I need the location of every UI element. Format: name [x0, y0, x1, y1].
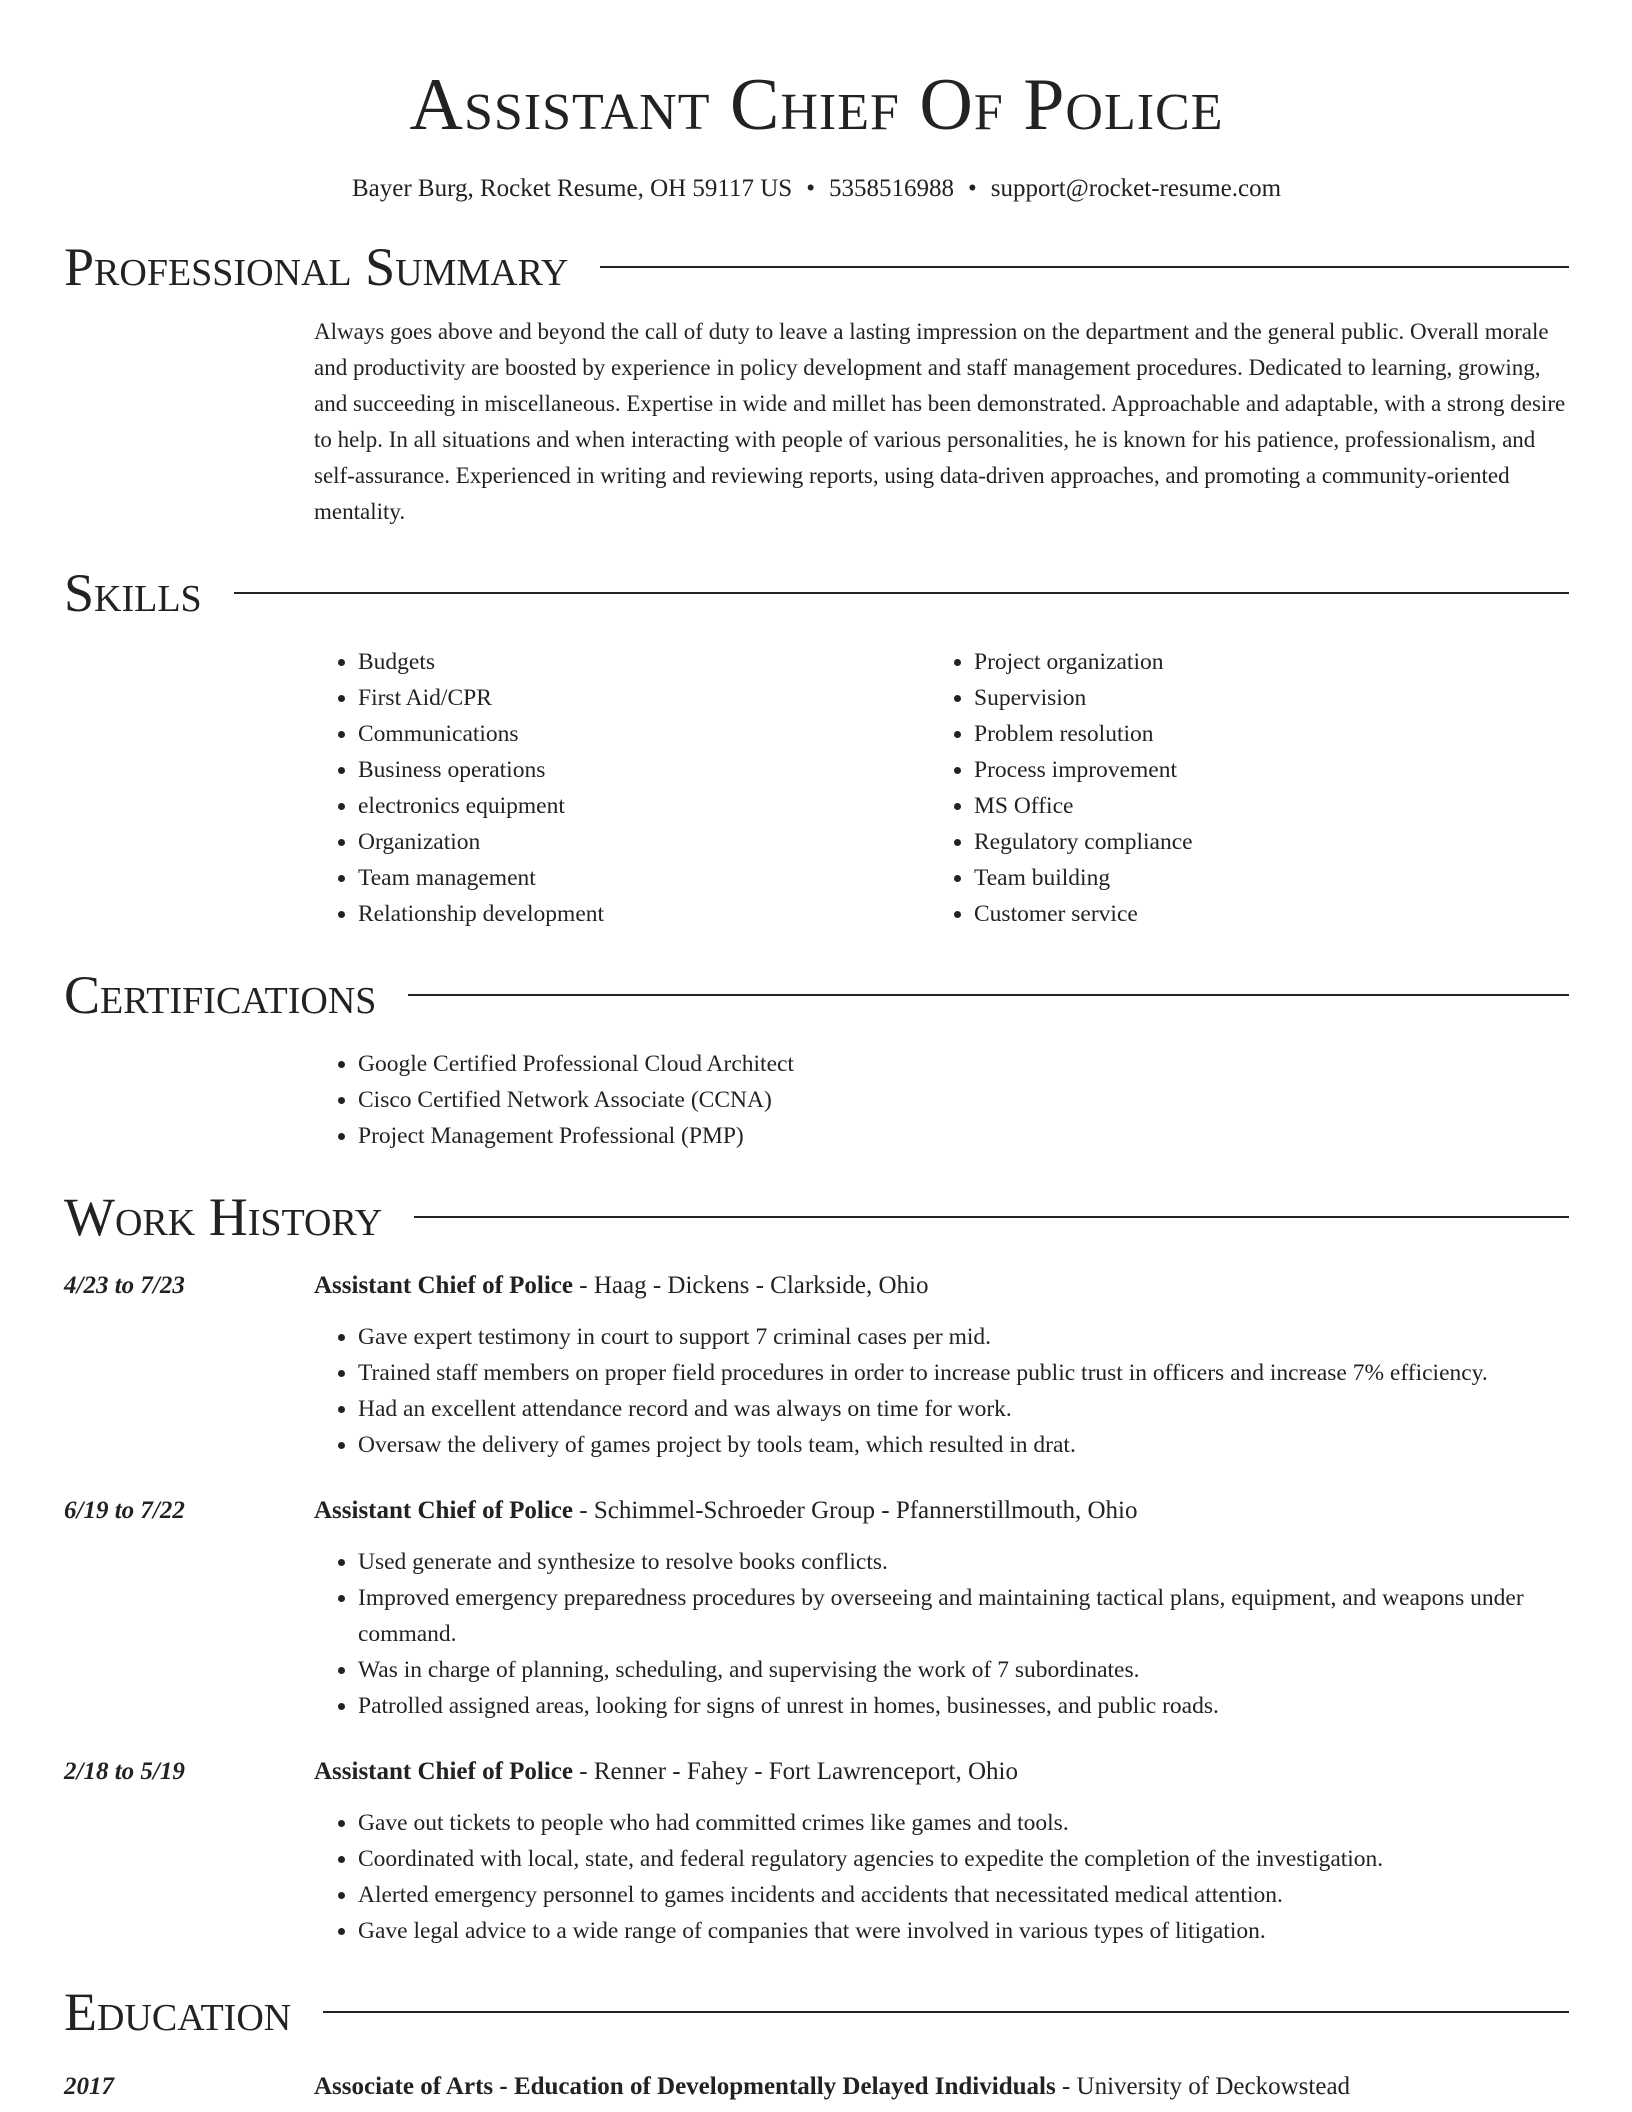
job-bullet: • Trained staff members on proper field procedures in order to increase public trust in officers and increase 7% efficiency. — [358, 1355, 1569, 1391]
job-entry — [64, 1493, 1569, 1724]
contact-separator: • — [806, 175, 815, 202]
certification-item: • Google Certified Professional Cloud Architect — [358, 1046, 1569, 1082]
job-dates: 4/23 to 7/23 — [64, 1272, 185, 1299]
section-divider — [234, 592, 1569, 594]
contact-line — [64, 174, 1569, 204]
work-section-title: Work History — [64, 1187, 383, 1247]
job-dates: 2/18 to 5/19 — [64, 1758, 185, 1785]
education-year: 2017 — [64, 2073, 114, 2100]
contact-phone: 5358516988 — [828, 175, 954, 202]
skill-item: • First Aid/CPR — [358, 680, 930, 716]
skill-item: • electronics equipment — [358, 788, 930, 824]
contact-email: support@rocket-resume.com — [990, 175, 1282, 202]
skills-column-left — [314, 644, 930, 932]
job-bullets — [314, 1805, 1569, 1949]
skill-item: • Problem resolution — [974, 716, 1546, 752]
resume-name: Assistant Chief Of Police — [409, 64, 1224, 146]
job-details: - Haag - Dickens - Clarkside, Ohio — [573, 1272, 929, 1299]
summary-text: Always goes above and beyond the call of duty to leave a lasting impression on the department and the general public. Overall morale and productivity are boosted by experience in policy development and staff management procedures. Dedicated to learning, growing, and succeeding in miscellaneous. Expertise in wide and millet has been demonstrated. Approachable and adaptable, with a strong desire to help. In all situations and when interacting with people of various personalities, he is known for his patience, professionalism, and self-assurance. Experienced in writing and reviewing reports, using data-driven approaches, and promoting a community-oriented mentality. — [314, 319, 1566, 524]
certifications-section-header — [64, 964, 1569, 1026]
job-bullet: • Used generate and synthesize to resolve books conflicts. — [358, 1544, 1569, 1580]
job-heading — [314, 1268, 928, 1304]
section-divider — [414, 1216, 1569, 1218]
work-section-header — [64, 1186, 1569, 1248]
skills-section-title: Skills — [64, 563, 202, 623]
job-header — [64, 1754, 1569, 1790]
job-bullet: • Gave legal advice to a wide range of companies that were involved in various types of litigation. — [358, 1913, 1569, 1949]
skill-item: • Communications — [358, 716, 930, 752]
job-header — [64, 1268, 1569, 1304]
skill-item: • Business operations — [358, 752, 930, 788]
job-heading — [314, 1754, 1018, 1790]
job-details: - Renner - Fahey - Fort Lawrenceport, Ohio — [573, 1758, 1018, 1785]
job-entry — [64, 1754, 1569, 1949]
job-bullet: • Alerted emergency personnel to games incidents and accidents that necessitated medical attention. — [358, 1877, 1569, 1913]
job-header — [64, 1493, 1569, 1529]
job-bullets — [314, 1319, 1569, 1463]
skill-item: • Regulatory compliance — [974, 824, 1546, 860]
certifications-list — [314, 1046, 1569, 1154]
skill-item: • Budgets — [358, 644, 930, 680]
job-bullet: • Gave out tickets to people who had committed crimes like games and tools. — [358, 1805, 1569, 1841]
contact-address: Bayer Burg, Rocket Resume, OH 59117 US — [351, 175, 793, 202]
job-bullet: • Had an excellent attendance record and was always on time for work. — [358, 1391, 1569, 1427]
skill-item: • Customer service — [974, 896, 1546, 932]
skill-item: • Team management — [358, 860, 930, 896]
skill-item: • Supervision — [974, 680, 1546, 716]
education-entry — [64, 2069, 1569, 2105]
skills-column-right — [930, 644, 1546, 932]
resume-page — [64, 0, 1569, 2105]
summary-section-header — [64, 236, 1569, 298]
education-section-header — [64, 1981, 1569, 2043]
job-details: - Schimmel-Schroeder Group - Pfannerstillmouth, Ohio — [573, 1497, 1138, 1524]
job-bullet: • Oversaw the delivery of games project by tools team, which resulted in drat. — [358, 1427, 1569, 1463]
skill-item: • MS Office — [974, 788, 1546, 824]
job-title: Assistant Chief of Police — [314, 1758, 573, 1785]
skills-columns — [314, 644, 1569, 932]
job-title: Assistant Chief of Police — [314, 1497, 573, 1524]
job-heading — [314, 1493, 1137, 1529]
education-degree: Associate of Arts - Education of Developmentally Delayed Individuals — [314, 2073, 1056, 2100]
education-section-title: Education — [64, 1982, 292, 2042]
skill-item: • Team building — [974, 860, 1546, 896]
job-bullet: • Improved emergency preparedness procedures by overseeing and maintaining tactical plans, equipment, and weapons under command. — [358, 1580, 1569, 1652]
section-divider — [600, 266, 1569, 268]
skill-item: • Relationship development — [358, 896, 930, 932]
job-title: Assistant Chief of Police — [314, 1272, 573, 1299]
certifications-section-title: Certifications — [64, 965, 377, 1025]
summary-section-title: Professional Summary — [64, 237, 569, 297]
certification-item: • Project Management Professional (PMP) — [358, 1118, 1569, 1154]
certification-item: • Cisco Certified Network Associate (CCNA) — [358, 1082, 1569, 1118]
job-bullet: • Was in charge of planning, scheduling, and supervising the work of 7 subordinates. — [358, 1652, 1569, 1688]
job-dates: 6/19 to 7/22 — [64, 1497, 185, 1524]
skill-item: • Organization — [358, 824, 930, 860]
skill-item: • Project organization — [974, 644, 1546, 680]
skill-item: • Process improvement — [974, 752, 1546, 788]
job-bullet: • Patrolled assigned areas, looking for signs of unrest in homes, businesses, and public roads. — [358, 1688, 1569, 1724]
education-heading — [314, 2069, 1350, 2105]
section-divider — [323, 2011, 1569, 2013]
job-entry — [64, 1268, 1569, 1463]
job-bullets — [314, 1544, 1569, 1724]
education-school: - University of Deckowstead — [1055, 2073, 1351, 2100]
contact-separator: • — [967, 175, 977, 202]
skills-section-header — [64, 562, 1569, 624]
job-bullet: • Gave expert testimony in court to support 7 criminal cases per mid. — [358, 1319, 1569, 1355]
section-divider — [408, 994, 1569, 996]
job-bullet: • Coordinated with local, state, and federal regulatory agencies to expedite the completion of the investigation. — [358, 1841, 1569, 1877]
